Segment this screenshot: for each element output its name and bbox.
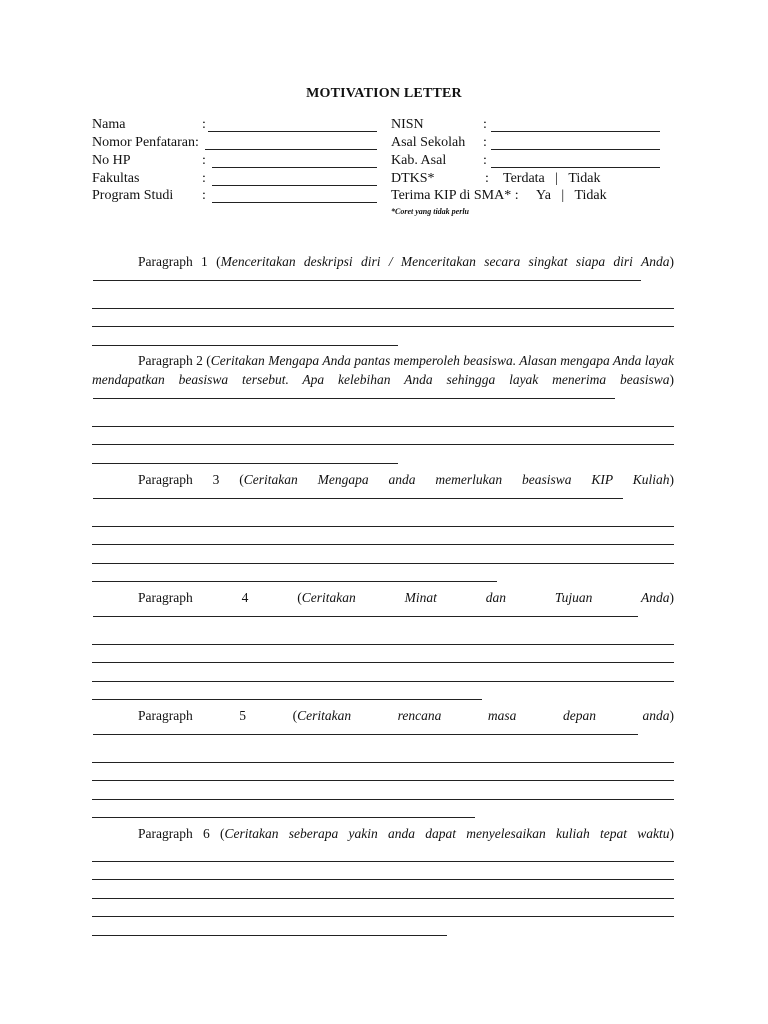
no-hp-blank[interactable] (212, 167, 377, 168)
field-label-asal-sekolah: Asal Sekolah (391, 135, 466, 150)
answer-line[interactable] (92, 880, 674, 899)
field-label-nisn: NISN (391, 117, 424, 132)
paragraph-6: Paragraph 6 (Ceritakan seberapa yakin anda dapat menyelesaikan kuliah tepat waktu) (92, 824, 674, 936)
paragraph-hint: Menceritakan deskripsi diri / Menceritakan secara singkat siapa diri Anda (220, 254, 670, 269)
paragraph-1: Paragraph 1 (Menceritakan deskripsi diri / Menceritakan secara singkat siapa diri Anda) (92, 252, 674, 346)
field-label-fakultas: Fakultas (92, 171, 140, 186)
asal-sekolah-blank[interactable] (491, 149, 660, 150)
paragraph-label: Paragraph 5 (138, 708, 247, 723)
answer-line[interactable] (92, 800, 475, 819)
dtks-options[interactable]: Terdata | Tidak (503, 171, 601, 186)
answer-line[interactable] (92, 427, 674, 446)
paragraph-hint: Ceritakan Mengapa Anda pantas memperoleh beasiswa. Alasan mengapa Anda layak mendapatkan beasiswa tersebut. Apa kelebihan Anda sehingga layak menerima beasiswa (92, 353, 674, 387)
paragraph-label: Paragraph 6 (138, 826, 210, 841)
field-label-program-studi: Program Studi (92, 188, 174, 203)
program-studi-blank[interactable] (212, 202, 377, 203)
field-label-no-hp: No HP (92, 153, 131, 168)
answer-line[interactable] (92, 309, 674, 328)
answer-line[interactable] (92, 763, 674, 782)
paragraph-label: Paragraph 4 (138, 590, 249, 605)
paragraph-hint: Ceritakan Minat dan Tujuan Anda (301, 590, 670, 605)
paragraph-label: Paragraph 1 (138, 254, 208, 269)
colon: : (485, 171, 489, 186)
field-label-nama: Nama (92, 117, 126, 132)
answer-line[interactable] (92, 663, 674, 682)
paragraph-5: Paragraph 5 (Ceritakan rencana masa depan anda) (92, 706, 674, 818)
answer-line[interactable] (92, 290, 674, 309)
paragraph-hint: Ceritakan seberapa yakin anda dapat menyelesaikan kuliah tepat waktu (224, 826, 670, 841)
answer-line[interactable] (92, 626, 674, 645)
paragraph-hint: Ceritakan rencana masa depan anda (297, 708, 670, 723)
answer-line[interactable] (92, 781, 674, 800)
colon: : (483, 135, 487, 150)
answer-line[interactable] (92, 327, 398, 346)
colon: : (202, 171, 206, 186)
colon: : (483, 153, 487, 168)
colon: : (202, 117, 206, 132)
paragraph-hint: Ceritakan Mengapa anda memerlukan beasiswa KIP Kuliah (243, 472, 670, 487)
answer-line[interactable] (92, 545, 674, 564)
paragraph-3: Paragraph 3 (Ceritakan Mengapa anda memerlukan beasiswa KIP Kuliah) (92, 470, 674, 582)
page-title: MOTIVATION LETTER (306, 86, 462, 101)
hint-underline-fill (93, 398, 615, 399)
answer-line[interactable] (92, 508, 674, 527)
answer-line[interactable] (92, 899, 674, 918)
hint-underline-fill (93, 280, 641, 281)
field-label-kab-asal: Kab. Asal (391, 153, 447, 168)
kab-asal-blank[interactable] (491, 167, 660, 168)
answer-line[interactable] (92, 862, 674, 881)
answer-line[interactable] (92, 843, 674, 862)
answer-line[interactable] (92, 527, 674, 546)
hint-underline-fill (93, 498, 623, 499)
paragraph-label: Paragraph 3 (138, 472, 220, 487)
kip-options[interactable]: Ya | Tidak (536, 188, 607, 203)
answer-line[interactable] (92, 445, 398, 464)
field-label-dtks: DTKS* (391, 171, 435, 186)
colon: : (202, 153, 206, 168)
hint-underline-fill (93, 616, 638, 617)
colon: : (483, 117, 487, 132)
answer-line[interactable] (92, 917, 447, 936)
hint-underline-fill (93, 734, 638, 735)
answer-line[interactable] (92, 408, 674, 427)
field-label-nomor-pendaftaran: Nomor Penfataran: (92, 135, 199, 150)
fakultas-blank[interactable] (212, 185, 377, 186)
paragraph-label: Paragraph 2 (138, 353, 203, 368)
note-coret: *Coret yang tidak perlu (391, 207, 470, 216)
nama-blank[interactable] (208, 131, 377, 132)
colon: : (202, 188, 206, 203)
field-label-terima-kip: Terima KIP di SMA* : (391, 188, 519, 203)
answer-line[interactable] (92, 645, 674, 664)
nomor-pendaftaran-blank[interactable] (205, 149, 377, 150)
paragraph-4: Paragraph 4 (Ceritakan Minat dan Tujuan Anda) (92, 588, 674, 700)
answer-line[interactable] (92, 682, 482, 701)
answer-line[interactable] (92, 744, 674, 763)
paragraph-2: Paragraph 2 (Ceritakan Mengapa Anda pantas memperoleh beasiswa. Alasan mengapa Anda layak mendapatkan beasiswa tersebut. Apa kelebihan Anda sehingga layak menerima beasiswa) (92, 351, 674, 464)
nisn-blank[interactable] (491, 131, 660, 132)
answer-line[interactable] (92, 564, 497, 583)
